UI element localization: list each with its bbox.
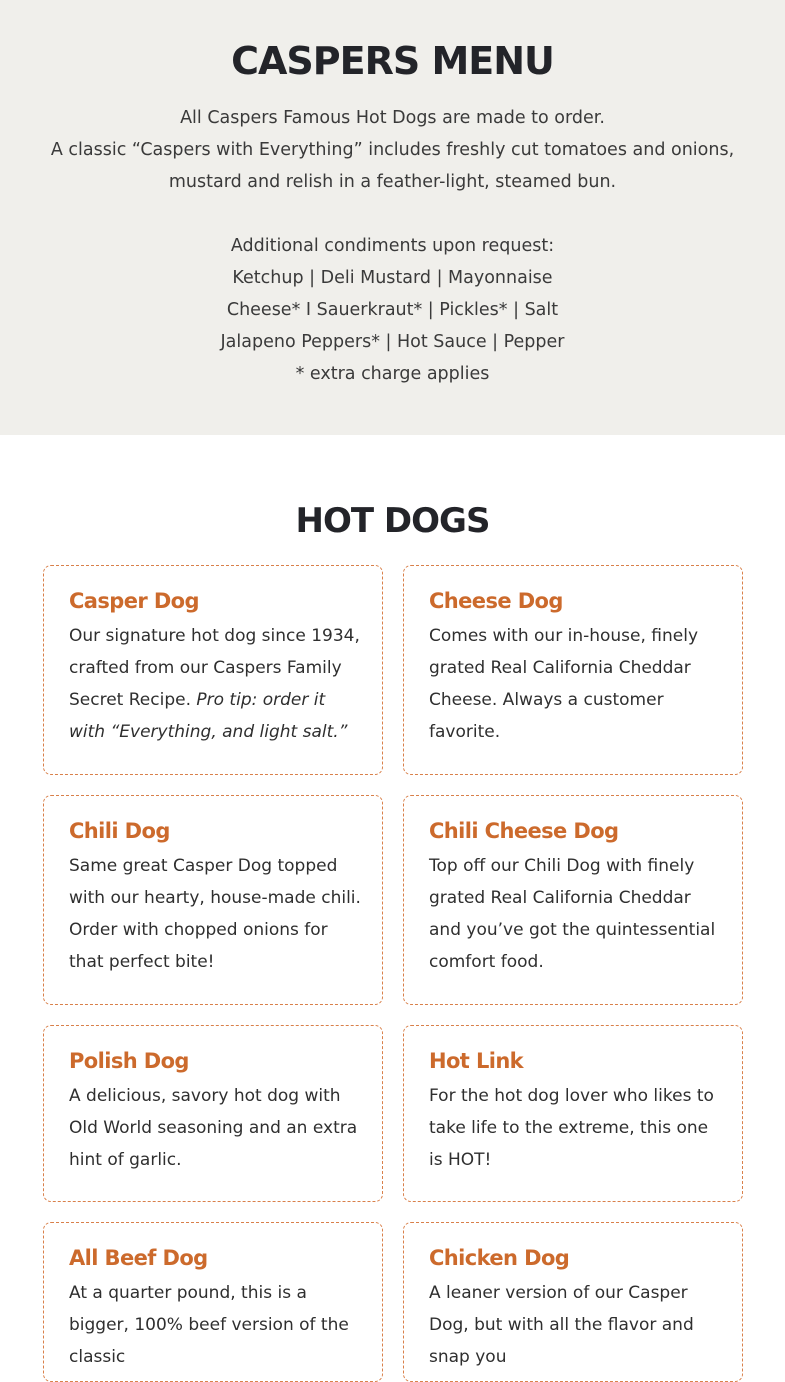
pro-tip: Pro tip: order it with “Everything, and light salt.” — [69, 690, 348, 742]
menu-item-name: Chicken Dog — [429, 1246, 570, 1270]
menu-item-description: A delicious, savory hot dog with Old World seasoning and an extra hint of garlic. — [69, 1086, 358, 1170]
menu-item-description: At a quarter pound, this is a bigger, 100% beef version of the classic — [69, 1283, 349, 1367]
menu-item-card — [43, 795, 383, 1005]
intro-line: All Caspers Famous Hot Dogs are made to order. — [180, 108, 605, 128]
menu-item-description: For the hot dog lover who likes to take life to the extreme, this one is HOT! — [429, 1086, 714, 1170]
menu-item-name: Casper Dog — [69, 589, 199, 613]
intro-section — [0, 0, 785, 435]
intro-line: A classic “Caspers with Everything” includes freshly cut tomatoes and onions, mustard and relish in a feather-light, steamed bun. — [50, 140, 735, 192]
menu-item-name: All Beef Dog — [69, 1246, 208, 1270]
condiments-line: Ketchup | Deli Mustard | Mayonnaise — [232, 268, 553, 288]
menu-item-card — [43, 1025, 383, 1202]
menu-item-description: A leaner version of our Casper Dog, but with all the flavor and snap you — [429, 1283, 694, 1367]
page-title: CASPERS MENU — [231, 39, 554, 83]
menu-item-name: Cheese Dog — [429, 589, 563, 613]
extra-charge-note: * extra charge applies — [295, 364, 490, 384]
menu-item-description: Same great Casper Dog topped with our hearty, house-made chili. Order with chopped onions for that perfect bite! — [69, 856, 361, 972]
menu-item-name: Chili Cheese Dog — [429, 819, 619, 843]
menu-item-card — [43, 565, 383, 775]
condiments-line: Cheese* I Sauerkraut* | Pickles* | Salt — [226, 300, 559, 320]
hot-dogs-section — [0, 435, 785, 1367]
menu-item-card — [403, 565, 743, 775]
menu-item-name: Polish Dog — [69, 1049, 189, 1073]
menu-item-description: Our signature hot dog since 1934, crafted from our Caspers Family Secret Recipe. Pro tip: order it with “Everything, and light salt.” — [69, 626, 360, 742]
condiments-line: Jalapeno Peppers* | Hot Sauce | Pepper — [220, 332, 565, 352]
intro-text — [0, 102, 785, 390]
menu-item-card — [43, 1222, 383, 1382]
menu-item-name: Hot Link — [429, 1049, 524, 1073]
menu-item-card — [403, 795, 743, 1005]
menu-item-card — [403, 1025, 743, 1202]
condiments-heading: Additional condiments upon request: — [230, 236, 555, 256]
menu-item-description: Comes with our in-house, finely grated Real California Cheddar Cheese. Always a customer favorite. — [429, 626, 699, 742]
menu-item-description: Top off our Chili Dog with finely grated Real California Cheddar and you’ve got the quintessential comfort food. — [429, 856, 716, 972]
menu-item-card — [403, 1222, 743, 1382]
section-heading: HOT DOGS — [295, 501, 490, 541]
menu-item-name: Chili Dog — [69, 819, 170, 843]
